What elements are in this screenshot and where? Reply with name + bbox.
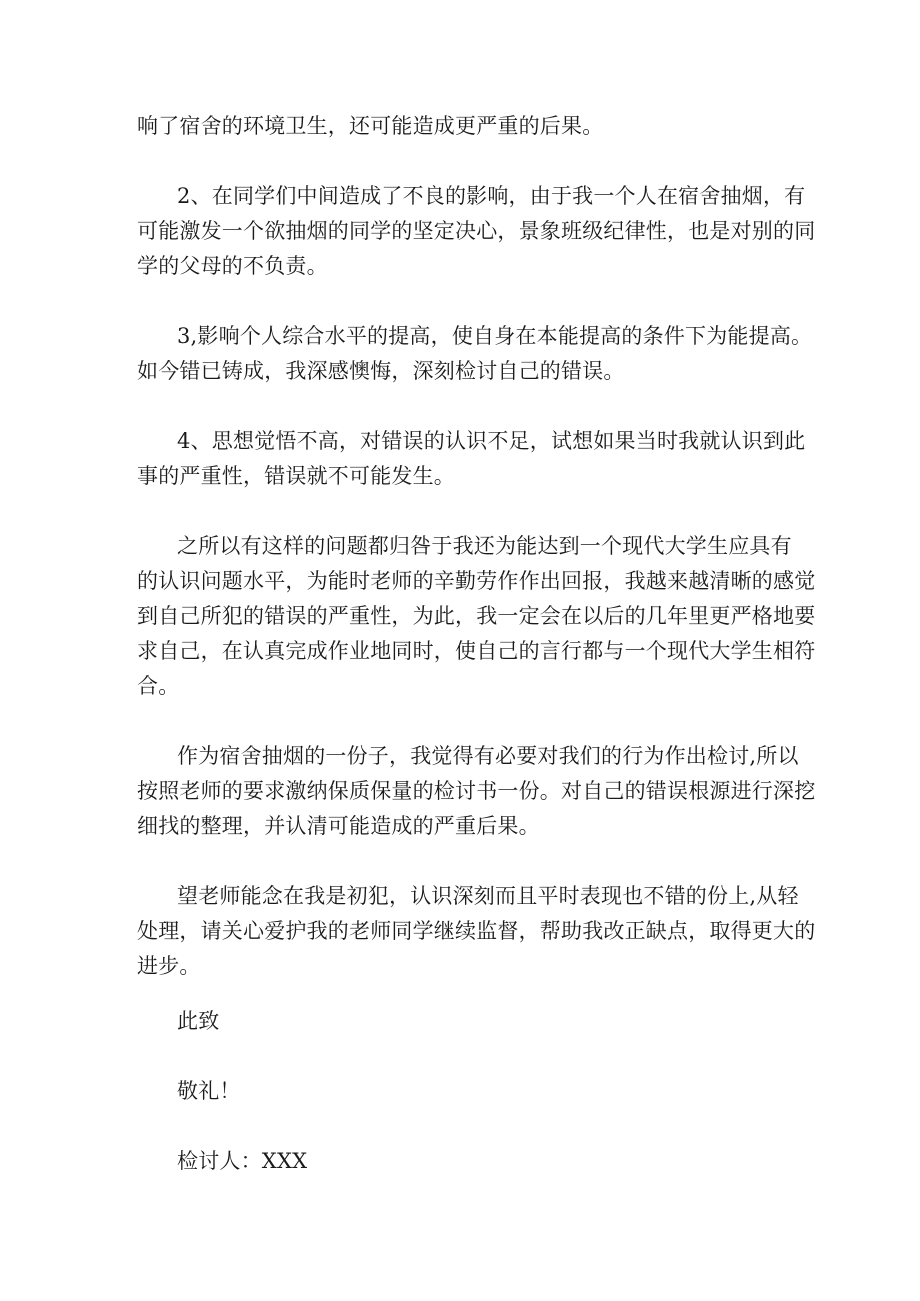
paragraph-line: 合。 (137, 674, 180, 698)
paragraph-line: 2、在同学们中间造成了不良的影响，由于我一个人在宿舍抽烟，有 (177, 184, 806, 208)
paragraph-line: 如今错已铸成，我深感懊悔，深刻检讨自己的错误。 (137, 359, 625, 383)
paragraph-line: 3,影响个人综合水平的提高，使自身在本能提高的条件下为能提高。 (177, 324, 813, 348)
paragraph-line: 4、思想觉悟不高，对错误的认识不足，试想如果当时我就认识到此 (177, 429, 806, 453)
paragraph-line: 细找的整理，并认清可能造成的严重后果。 (137, 814, 540, 838)
paragraph-line: 可能激发一个欲抽烟的同学的坚定决心，景象班级纪律性，也是对别的同 (137, 219, 816, 243)
closing-salutation: 此致 (177, 1009, 220, 1033)
paragraph-line: 学的父母的不负责。 (137, 254, 328, 278)
paragraph-line: 事的严重性，错误就不可能发生。 (137, 464, 455, 488)
paragraph-line: 进步。 (137, 954, 201, 978)
paragraph-line: 处理，请关心爱护我的老师同学继续监督，帮助我改正缺点，取得更大的 (137, 919, 816, 943)
paragraph-line: 按照老师的要求激纳保质保量的检讨书一份。对自己的错误根源进行深挖 (137, 779, 816, 803)
paragraph-line: 之所以有这样的问题都归咎于我还为能达到一个现代大学生应具有 (177, 534, 792, 558)
paragraph-line: 的认识问题水平，为能时老师的辛勤劳作作出回报，我越来越清晰的感觉 (137, 569, 816, 593)
paragraph-line: 望老师能念在我是初犯，认识深刻而且平时表现也不错的份上,从轻 (177, 884, 799, 908)
paragraph-line: 到自己所犯的错误的严重性，为此，我一定会在以后的几年里更严格地要 (137, 604, 816, 628)
paragraph-line: 求自己，在认真完成作业地同时，使自己的言行都与一个现代大学生相符 (137, 639, 816, 663)
closing-regards: 敬礼！ (177, 1079, 241, 1103)
paragraph-line: 响了宿舍的环境卫生，还可能造成更严重的后果。 (137, 114, 604, 138)
signature: 检讨人：XXX (177, 1149, 308, 1173)
paragraph-line: 作为宿舍抽烟的一份子，我觉得有必要对我们的行为作出检讨,所以 (177, 744, 799, 768)
